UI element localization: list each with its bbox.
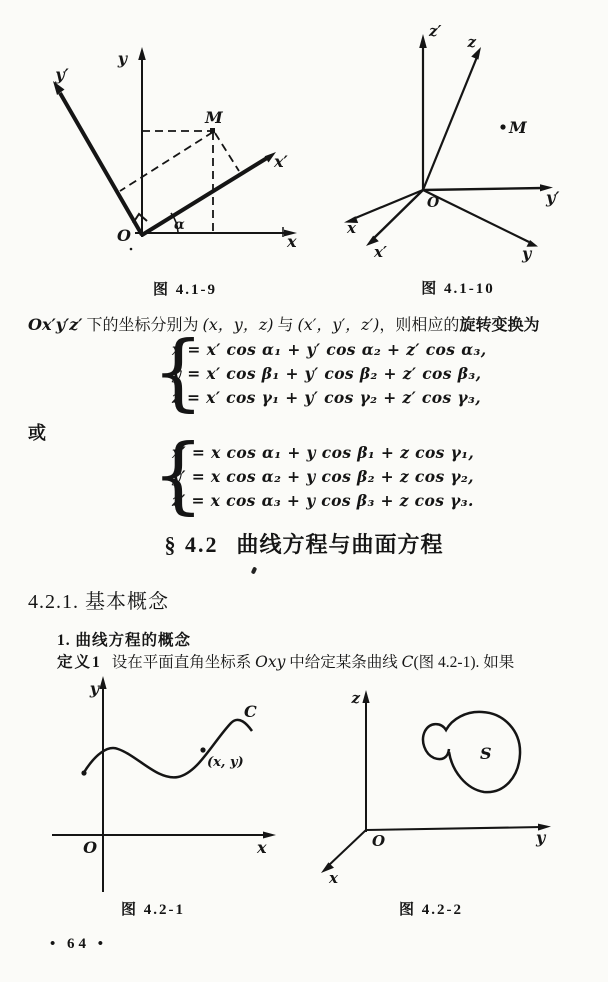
z-axis-label: z: [467, 33, 476, 51]
y-axis-line: [366, 827, 542, 830]
surface-S-label: S: [480, 744, 492, 763]
section-title: 曲线方程与曲面方程: [236, 532, 444, 557]
z-prime-arrowhead-icon: [419, 34, 427, 48]
definition-text-3: (图 4.2-1). 如果: [413, 654, 515, 671]
y-prime-axis-line: [60, 93, 142, 235]
x-axis-line: [353, 190, 423, 219]
x-axis-label: x: [329, 869, 338, 887]
y-axis-arrowhead-icon: [99, 676, 106, 689]
intro-paragraph: [28, 312, 588, 338]
left-brace: {: [152, 427, 205, 524]
equation-line: y = x′ cos β₁ + y′ cos β₂ + z′ cos β₃,: [172, 364, 482, 383]
equation-line: z = x′ cos γ₁ + y′ cos γ₂ + z′ cos γ₃,: [172, 388, 481, 407]
intro-text-2: 与: [273, 317, 298, 334]
figure-4-2-1-canvas: [0, 670, 304, 920]
x-axis-line: [328, 830, 366, 866]
origin-label: O: [117, 226, 131, 245]
x-prime-axis-label: x′: [274, 152, 288, 171]
equation-line: z′ = x cos α₃ + y cos β₃ + z cos γ₃.: [172, 491, 474, 510]
figure-4-2-2-canvas: [304, 670, 608, 920]
origin-label: O: [83, 838, 97, 857]
subsection-heading: 4.2.1. 基本概念: [28, 591, 169, 613]
rotation-transform-term: 旋转变换为: [459, 317, 540, 334]
surface-S-outline: [423, 712, 520, 792]
z-prime-axis-label: z′: [429, 22, 442, 40]
z-axis-line: [423, 57, 477, 190]
point-xy-marker: [200, 747, 205, 752]
frame-symbol: Ox′y′z′: [28, 315, 83, 334]
curve-symbol: C: [401, 653, 414, 671]
point-M-marker: [210, 128, 215, 133]
figure-4-2-2-caption: 图 4.2-2: [399, 902, 463, 918]
left-brace: {: [152, 324, 205, 421]
x-axis-label: x: [257, 838, 267, 857]
y-axis-label: y: [117, 49, 127, 68]
ink-dot: [130, 248, 133, 251]
figure-4-1-9-caption: 图 4.1-9: [153, 282, 217, 298]
point-M-label: M: [205, 108, 223, 127]
list-item-curve-equation-concept: 1. 曲线方程的概念: [57, 632, 192, 649]
definition-1-paragraph: [57, 650, 597, 672]
z-axis-label: z: [351, 689, 360, 707]
page-number: • 64 •: [50, 936, 108, 952]
right-angle-mark: [133, 214, 147, 223]
x-prime-axis-label: x′: [374, 243, 387, 261]
figure-4-1-9-canvas: [0, 0, 304, 270]
figure-4-1-10-canvas: [304, 0, 608, 270]
y-axis-arrowhead-icon: [138, 47, 146, 60]
x-axis-label: x: [347, 219, 356, 237]
origin-label: O: [372, 832, 386, 850]
x-prime-axis-line: [374, 190, 423, 238]
intro-text-3: ，则相应的: [379, 317, 460, 334]
ink-speck: [251, 566, 258, 574]
figure-4-1-10-caption: 图 4.1-10: [421, 281, 495, 297]
y-prime-axis-label: y′: [546, 188, 560, 207]
curve-C-label: C: [244, 702, 257, 721]
x-prime-axis-line: [142, 158, 267, 235]
figure-4-2-1-caption: 图 4.2-1: [121, 902, 185, 918]
equation-line: y′ = x cos α₂ + y cos β₂ + z cos γ₂,: [172, 467, 474, 486]
definition-label: 定义1: [57, 654, 102, 671]
coords-xyz-prime: (x′，y′，z′): [297, 315, 380, 334]
x-axis-label: x: [287, 232, 297, 251]
y-prime-axis-line: [423, 188, 544, 190]
point-xy-label: (x, y): [207, 755, 244, 770]
equation-system-2: [152, 427, 475, 524]
y-axis-label: y: [89, 679, 99, 698]
angle-alpha-label: α: [174, 217, 185, 233]
intro-text-1: 下的坐标分别为: [82, 317, 203, 334]
definition-text-1: 设在平面直角坐标系: [111, 654, 256, 671]
projection-dashed-to-y-prime: [120, 132, 213, 191]
y-axis-label: y: [522, 244, 532, 263]
equation-line: x = x′ cos α₁ + y′ cos α₂ + z′ cos α₃,: [172, 340, 487, 359]
origin-label: O: [427, 195, 440, 211]
projection-dashed-to-x-prime: [215, 133, 239, 171]
point-M-label: M: [509, 118, 527, 137]
z-axis-arrowhead-icon: [362, 690, 369, 703]
y-axis-label: y: [536, 828, 546, 847]
point-M-marker: [500, 124, 505, 129]
y-prime-axis-label: y′: [55, 65, 69, 84]
definition-text-2: 中给定某条曲线: [285, 654, 402, 671]
or-connective: 或: [28, 423, 46, 443]
section-heading: [0, 528, 608, 559]
frame-oxy: Oxy: [255, 653, 286, 671]
curve-start-dot: [81, 770, 86, 775]
equation-line: x′ = x cos α₁ + y cos β₁ + z cos γ₁,: [172, 443, 475, 462]
section-number: § 4.2: [164, 532, 219, 557]
coords-xyz: (x，y，z): [202, 315, 274, 334]
